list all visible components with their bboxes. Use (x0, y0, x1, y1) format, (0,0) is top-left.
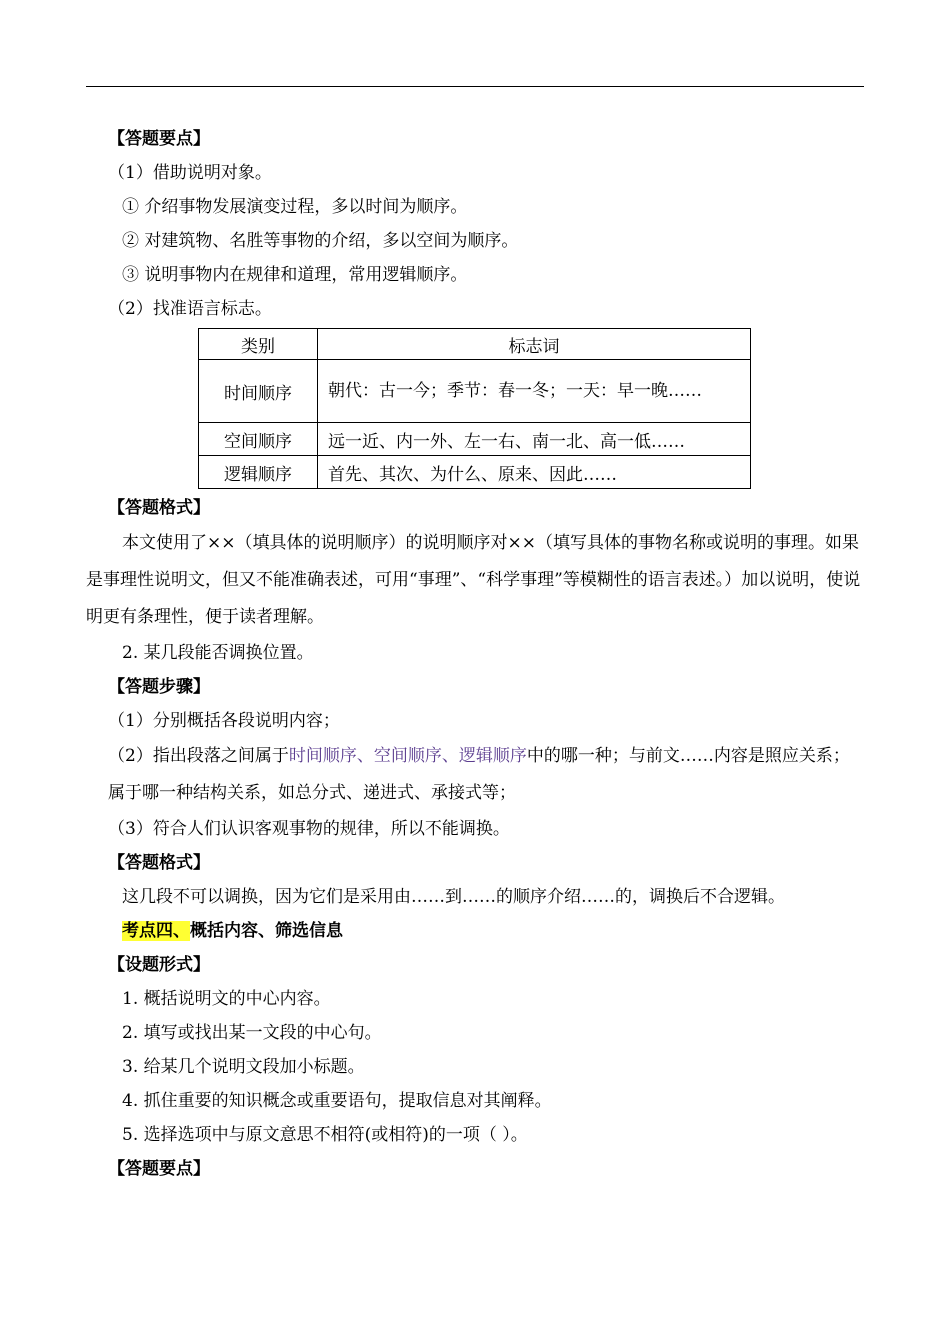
sign-words-table (198, 328, 751, 489)
table-row (199, 360, 751, 423)
step-2 (86, 738, 864, 812)
table-header-row (199, 329, 751, 360)
table-header-category: 类别 (199, 329, 318, 360)
step-3: （3）符合人们认识客观事物的规律，所以不能调换。 (108, 819, 510, 839)
question-2: 2. 某几段能否调换位置。 (122, 643, 314, 663)
table-cell-words: 远一近、内一外、左一右、南一北、高一低…… (318, 423, 751, 456)
exam-point-4-heading (86, 914, 864, 948)
list-item: 3. 给某几个说明文段加小标题。 (122, 1057, 365, 1077)
point-circle-3: ③ 说明事物内在规律和道理，常用逻辑顺序。 (122, 265, 468, 285)
header-rule (86, 86, 864, 87)
point-2: （2）找准语言标志。 (108, 299, 272, 319)
exam-point-4-title: 概括内容、筛选信息 (190, 921, 343, 941)
table-row (199, 423, 751, 456)
list-item: 2. 填写或找出某一文段的中心句。 (122, 1023, 382, 1043)
section-title-answer-points-2: 【答题要点】 (108, 1159, 210, 1179)
step-2-terms: 时间顺序、空间顺序、逻辑顺序 (288, 746, 527, 766)
list-item: 1. 概括说明文的中心内容。 (122, 989, 331, 1009)
point-circle-2: ② 对建筑物、名胜等事物的介绍，多以空间为顺序。 (122, 231, 519, 251)
table-header-words: 标志词 (318, 329, 751, 360)
section-title-answer-points: 【答题要点】 (108, 129, 210, 149)
step-1: （1）分别概括各段说明内容； (108, 711, 340, 731)
point-circle-1: ① 介绍事物发展演变过程，多以时间为顺序。 (122, 197, 468, 217)
section-title-answer-format: 【答题格式】 (108, 498, 210, 518)
step-2-prefix: （2）指出段落之间属于 (108, 746, 289, 766)
table-cell-words: 朝代：古一今；季节：春一冬；一天：早一晚…… (318, 360, 751, 423)
table-cell-category: 逻辑顺序 (199, 456, 318, 489)
step-2-suffix: 中的哪一种；与前文……内容是照应关系；属于哪一种结构关系，如总分式、递进式、承接式等； (108, 746, 850, 803)
point-1: （1）借助说明对象。 (108, 163, 272, 183)
list-item: 4. 抓住重要的知识概念或重要语句，提取信息对其阐释。 (122, 1091, 552, 1111)
section-title-answer-steps: 【答题步骤】 (108, 677, 210, 697)
exam-point-4-label: 考点四、 (122, 921, 190, 941)
table-cell-category: 空间顺序 (199, 423, 318, 456)
list-item: 5. 选择选项中与原文意思不相符(或相符)的一项（ ）。 (122, 1125, 528, 1145)
table-cell-category: 时间顺序 (199, 360, 318, 423)
answer-format-text: 本文使用了××（填具体的说明顺序）的说明顺序对××（填写具体的事物名称或说明的事理。如果是事理性说明文，但又不能准确表述，可用“事理”、“科学事理”等模糊性的语言表述。）加以说明，使说明更有条理性，便于读者理解。 (86, 533, 861, 627)
section-title-question-forms: 【设题形式】 (108, 955, 210, 975)
answer-format-text-2: 这几段不可以调换，因为它们是采用由……到……的顺序介绍……的，调换后不合逻辑。 (122, 887, 785, 907)
document-body (86, 122, 864, 1186)
table-row (199, 456, 751, 489)
section-title-answer-format-2: 【答题格式】 (108, 853, 210, 873)
table-cell-words: 首先、其次、为什么、原来、因此…… (318, 456, 751, 489)
